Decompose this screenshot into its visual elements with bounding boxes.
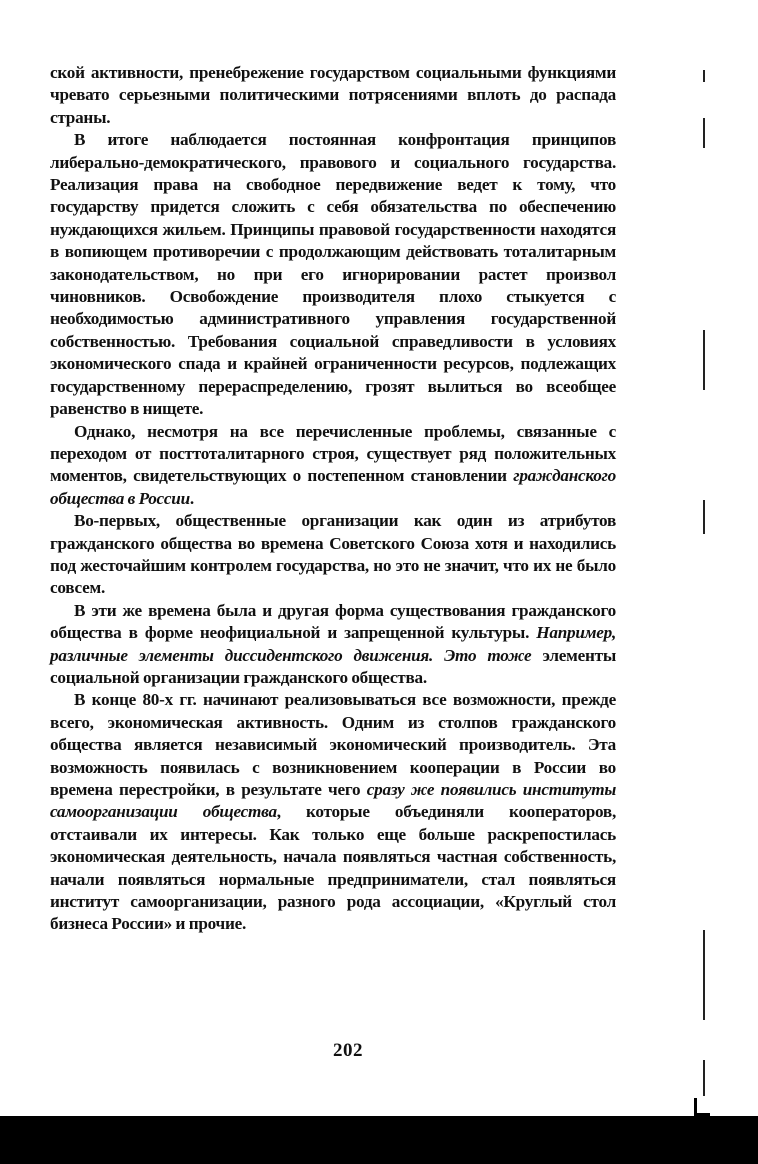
italic-phrase: гражданского общества в России: [50, 466, 616, 508]
page-text: [50, 62, 616, 936]
scan-margin-line: [703, 930, 705, 1020]
paragraph-3: Однако, несмотря на все перечисленные проблемы, связанные с переходом от посттоталитарного строя, существует ряд положительных моментов, свидетельствующих о постепенном становлении гражданского общества в России.: [50, 421, 616, 508]
paragraph-1: ской активности, пренебрежение государством социальными функциями чревато серьезными политическими потрясениями вплоть до распада страны.: [50, 63, 616, 127]
scan-margin-line: [703, 70, 705, 82]
scan-corner-mark: [694, 1098, 710, 1116]
scan-margin-line: [703, 118, 705, 148]
italic-phrase: Например, различные элементы диссидентского движения. Это тоже: [50, 623, 616, 665]
italic-phrase: сразу же появились институты самоорганизации общества: [50, 780, 617, 822]
page-number: 202: [333, 1040, 363, 1061]
paragraph-2: В итоге наблюдается постоянная конфронтация принципов либерально-демократического, правового и социального государства. Реализация права на свободное передвижение ведет к тому, что государству придется сложить с себя обязательства по обеспечению нуждающихся жильем. Принципы правовой государственности находятся в вопиющем противоречии с продолжающим действовать тоталитарным законодательством, но при его игнорировании растет произвол чиновников. Освобождение производителя плохо стыкуется с необходимостью административного управления государственной собственностью. Требования социальной справедливости в условиях экономического спада и крайней ограниченности ресурсов, подлежащих государственному перераспределению, грозят вылиться во всеобщее равенство в нищете.: [50, 130, 616, 419]
paragraph-6: В конце 80-х гг. начинают реализовываться все возможности, прежде всего, экономическая активность. Одним из столпов гражданского общества является независимый экономический производитель. Эта возможность появилась с возникновением кооперации в России во времена перестройки, в результате чего сразу же появились институты самоорганизации общества, которые объединяли кооператоров, отстаивали их интересы. Как только еще больше раскрепостилась экономическая деятельность, начала появляться частная собственность, начали появляться нормальные предприниматели, стал появляться институт самоорганизации, разного рода ассоциации, «Круглый стол бизнеса России» и прочие.: [50, 690, 617, 934]
scan-margin-line: [703, 1060, 705, 1096]
paragraph-4: Во-первых, общественные организации как один из атрибутов гражданского общества во времена Советского Союза хотя и находились под жесточайшим контролем государства, но это не значит, что их не было совсем.: [50, 511, 616, 598]
paragraph-5: В эти же времена была и другая форма существования гражданского общества в форме неофициальной и запрещенной культуры. Например, различные элементы диссидентского движения. Это тоже элементы социальной организации гражданского общества.: [50, 600, 616, 687]
scan-bottom-bar: [0, 1116, 758, 1164]
scan-margin-line: [703, 500, 705, 534]
scan-margin-line: [703, 330, 705, 390]
